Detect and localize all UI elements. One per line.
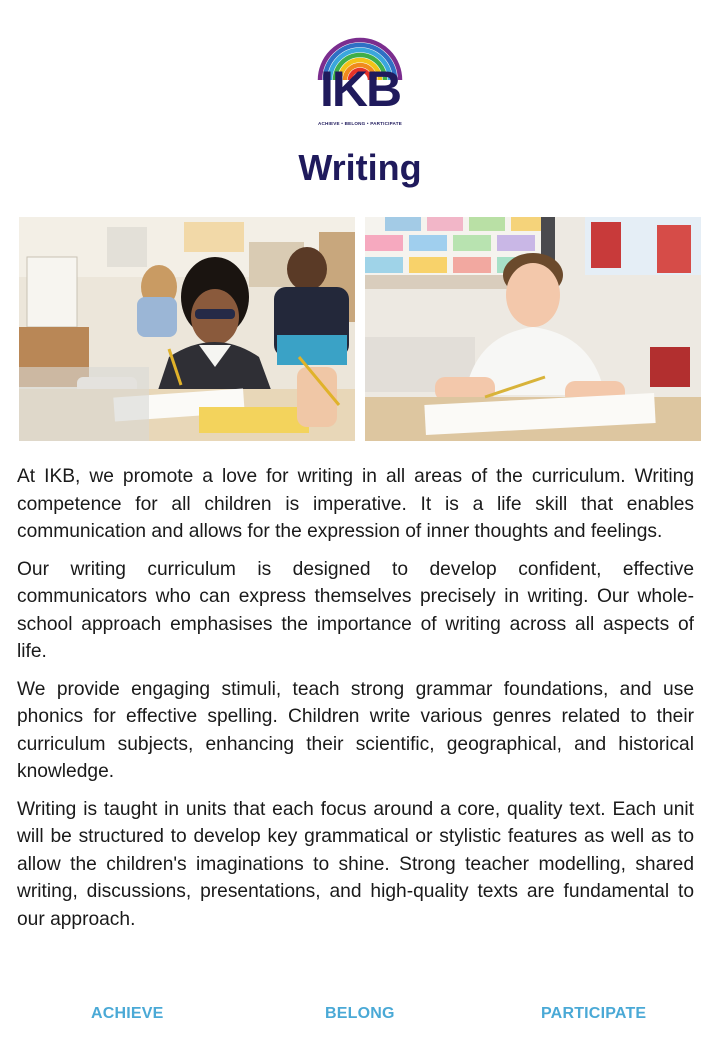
- paragraph-units: Writing is taught in units that each focus around a core, quality text. Each unit will be structured to develop key grammatical or stylistic features as well as to allow the children's imaginations to shine. Strong teacher modelling, shared writing, discussions, presentations, and high-quality texts are fundamental to our approach.: [17, 798, 694, 930]
- photo-girl-writing-icon: [19, 217, 355, 441]
- footer-achieve: ACHIEVE: [91, 1005, 164, 1022]
- school-logo: [312, 22, 408, 132]
- logo-tagline: ACHIEVE • BELONG • PARTICIPATE: [318, 121, 402, 126]
- footer-values: [0, 1004, 720, 1026]
- paragraph-curriculum: Our writing curriculum is designed to develop confident, effective communicators who can express themselves precisely in writing. Our whole-school approach emphasises the importance of writing across all aspects of life.: [17, 558, 694, 662]
- paragraph-stimuli: We provide engaging stimuli, teach strong grammar foundations, and use phonics for effective spelling. Children write various genres related to their curriculum subjects, enhancing their scientific, geographical, and historical knowledge.: [17, 678, 694, 782]
- paragraph-intro: At IKB, we promote a love for writing in all areas of the curriculum. Writing competence for all children is imperative. It is a life skill that enables communication and allows for the expression of inner thoughts and feelings.: [17, 466, 694, 542]
- body-text: [17, 463, 694, 943]
- footer-belong: BELONG: [325, 1005, 395, 1022]
- footer-participate: PARTICIPATE: [541, 1005, 647, 1022]
- logo-letters: IKB: [319, 61, 401, 117]
- photo-boy-writing-icon: [365, 217, 701, 441]
- page-title: Writing: [298, 147, 422, 188]
